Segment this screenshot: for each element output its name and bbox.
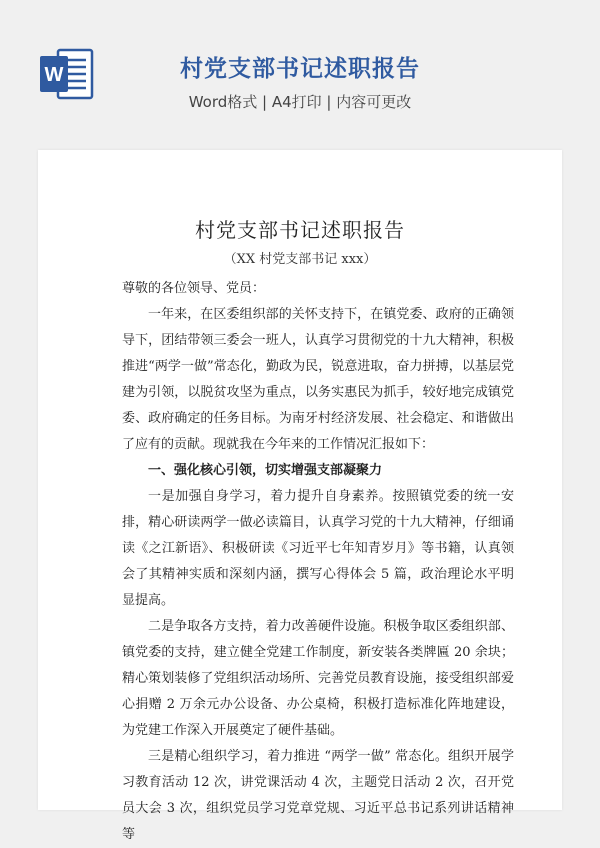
paragraph: 一年来，在区委组织部的关怀支持下，在镇党委、政府的正确领导下，团结带领三委会一班人，认真学习贯彻党的十九大精神，积极推进“两学一做”常态化，勤政为民，锐意进取，奋力拼搏，以基层党建为引领，以脱贫攻坚为重点，以务实惠民为抓手，较好地完成镇党委、政府确定的任务目标。为南牙村经济发展、社会稳定、和谐做出了应有的贡献。现就我在今年来的工作情况汇报如下： bbox=[122, 307, 514, 452]
document-title: 村党支部书记述职报告 bbox=[195, 218, 405, 242]
word-icon-letter: W bbox=[44, 64, 64, 86]
salutation: 尊敬的各位领导、党员： bbox=[122, 281, 266, 296]
page-subtitle: Word格式 | A4打印 | 内容可更改 bbox=[188, 93, 412, 111]
paragraph: 三是精心组织学习，着力推进 “两学一做” 常态化。组织开展学习教育活动 12 次，讲党课活动 4 次，主题党日活动 2 次，召开党员大会 3 次，组织党员学习党章党规、习近平总书记系列讲话精神等 bbox=[122, 749, 514, 842]
document-body bbox=[122, 276, 514, 848]
paragraph: 二是争取各方支持，着力改善硬件设施。积极争取区委组织部、镇党委的支持，建立健全党建工作制度，新安装各类牌匾 20 余块；精心策划装修了党组织活动场所、完善党员教育设施，接受组织部爱心捐赠 2 万余元办公设备、办公桌椅，积极打造标准化阵地建设，为党建工作深入开展奠定了硬件基础。 bbox=[122, 619, 514, 738]
page-header bbox=[0, 0, 600, 150]
paragraph: 一是加强自身学习，着力提升自身素养。按照镇党委的统一安排，精心研读两学一做必读篇目，认真学习党的十九大精神，仔细诵读《之江新语》、积极研读《习近平七年知青岁月》等书籍，认真领会了其精神实质和深刻内涵，撰写心得体会 5 篇，政治理论水平明显提高。 bbox=[122, 489, 514, 608]
document-author: （XX 村党支部书记 xxx） bbox=[223, 252, 377, 267]
section-heading: 一、强化核心引领，切实增强支部凝聚力 bbox=[148, 463, 383, 478]
page-title: 村党支部书记述职报告 bbox=[180, 56, 420, 82]
document-page bbox=[38, 150, 562, 842]
